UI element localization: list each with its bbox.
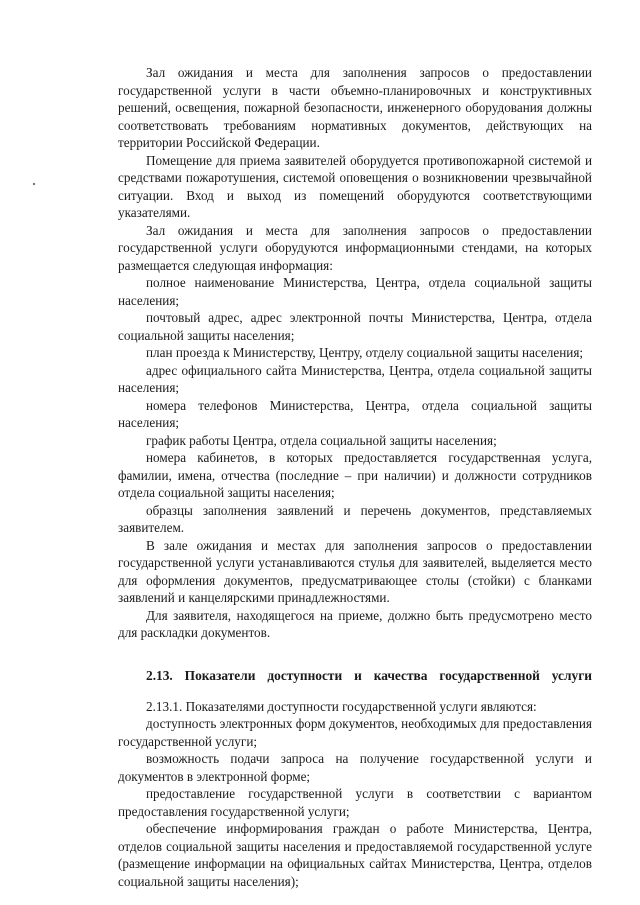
list-item: график работы Центра, отдела социальной защиты населения; [146, 432, 497, 448]
list-item: номера телефонов Министерства, Центра, отдела социальной защиты населения; [118, 397, 592, 430]
document-body [118, 64, 592, 890]
list-item: номера кабинетов, в которых предоставляется государственная услуга, фамилии, имена, отчества (последние – при наличии) и должности сотрудников отдела социальной защиты населения; [118, 450, 592, 500]
list-item: адрес официального сайта Министерства, Центра, отдела социальной защиты населения; [118, 362, 592, 395]
scan-speck [33, 183, 35, 185]
list-item: доступность электронных форм документов, необходимых для предоставления государственной услуги; [118, 716, 592, 749]
list-item: почтовый адрес, адрес электронной почты Министерства, Центра, отдела социальной защиты населения; [118, 310, 592, 343]
list-item: предоставление государственной услуги в соответствии с вариантом предоставления государственной услуги; [118, 786, 592, 819]
paragraph: В зале ожидания и местах для заполнения запросов о предоставлении государственной услуги устанавливаются стулья для заявителей, выделяется место для оформления документов, предусматривающее столы (стойки) с бланками заявлений и канцелярскими принадлежностями. [118, 537, 592, 605]
list-item: полное наименование Министерства, Центра, отдела социальной защиты населения; [118, 275, 592, 308]
list-item: возможность подачи запроса на получение государственной услуги и документов в электронной форме; [118, 751, 592, 784]
section-heading: 2.13. Показатели доступности и качества государственной услуги [146, 667, 592, 683]
paragraph: Зал ожидания и места для заполнения запросов о предоставлении государственной услуги оборудуются информационными стендами, на которых размещается следующая информация: [118, 222, 592, 273]
paragraph: Для заявителя, находящегося на приеме, должно быть предусмотрено место для раскладки документов. [118, 607, 592, 640]
paragraph: 2.13.1. Показателями доступности государственной услуги являются: [146, 698, 537, 714]
paragraph: Зал ожидания и места для заполнения запросов о предоставлении государственной услуги в части объемно-планировочных и конструктивных решений, освещения, пожарной безопасности, инженерного оборудования должны соответствовать требованиям нормативных документов, действующих на территории Российской Федерации. [118, 65, 592, 150]
list-item: план проезда к Министерству, Центру, отделу социальной защиты населения; [146, 345, 584, 360]
paragraph: Помещение для приема заявителей оборудуется противопожарной системой и средствами пожаротушения, системой оповещения о возникновении чрезвычайной ситуации. Вход и выход из помещений оборудуются соответствующими указателями. [118, 152, 592, 220]
list-item: обеспечение информирования граждан о работе Министерства, Центра, отделов социальной защиты населения и предоставляемой государственной услуге (размещение информации на официальных сайтах Министерства, Центра, отделов социальной защиты населения); [118, 821, 592, 889]
list-item: образцы заполнения заявлений и перечень документов, представляемых заявителем. [118, 502, 592, 535]
